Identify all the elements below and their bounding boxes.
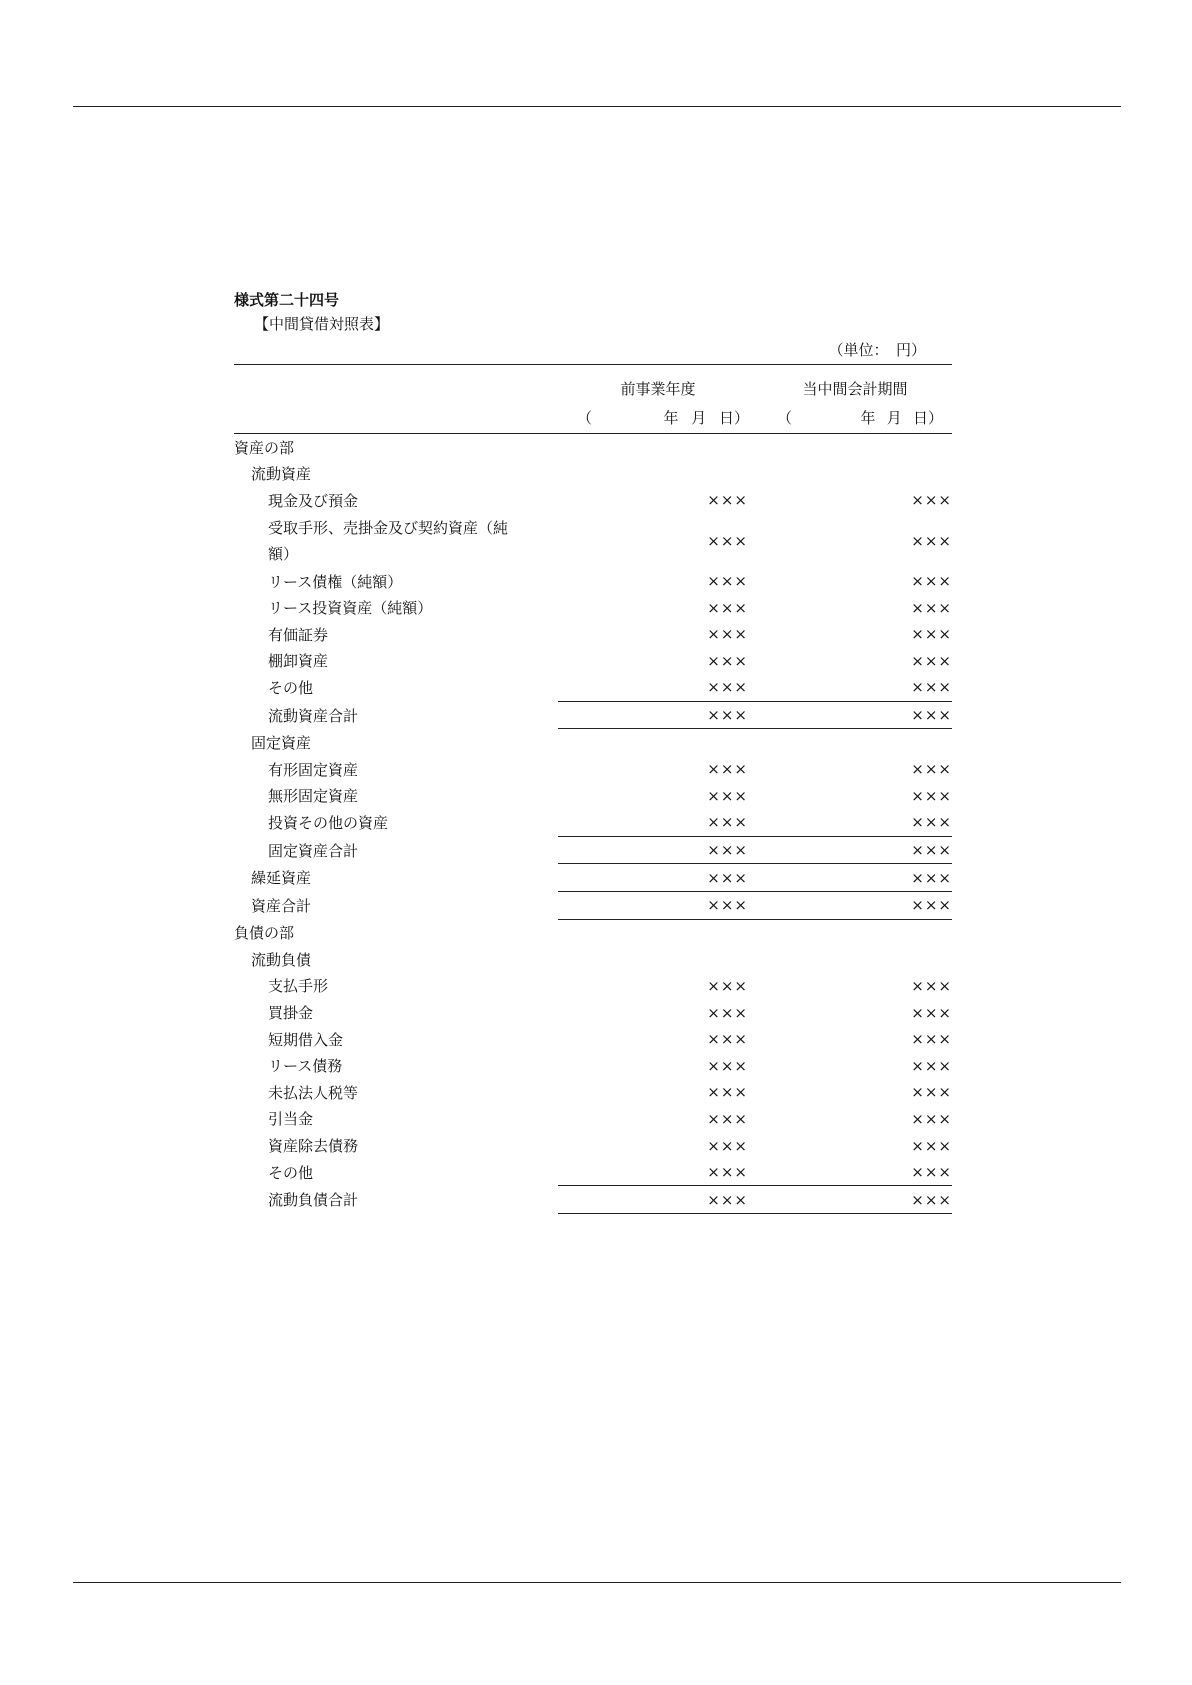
curr-period-value: ×××	[911, 1056, 952, 1075]
prev-date-year: 年	[663, 408, 679, 427]
header-blank-2	[234, 401, 558, 434]
curr-period-value: ×××	[758, 1186, 952, 1214]
table-row	[234, 568, 952, 595]
table-row	[234, 1132, 952, 1159]
curr-period-value: ×××	[758, 864, 952, 892]
table-row	[234, 864, 952, 892]
prev-period-value: ×××	[707, 786, 748, 805]
row-label: 現金及び預金	[268, 491, 359, 510]
prev-period-value: ×××	[707, 1003, 748, 1022]
table-row	[234, 809, 952, 836]
prev-period-value: ×××	[707, 1056, 748, 1075]
table-row	[234, 999, 952, 1026]
row-label: 固定資産	[251, 733, 312, 752]
table-row	[234, 648, 952, 675]
row-label: 固定資産合計	[268, 841, 359, 860]
prev-period-value: ×××	[558, 701, 758, 729]
row-label: 有形固定資産	[268, 760, 359, 779]
table-row	[234, 487, 952, 514]
prev-period-value: ×××	[558, 864, 758, 892]
curr-period-value: ×××	[911, 491, 952, 510]
row-label: 資産の部	[234, 438, 295, 457]
curr-period-value: ×××	[911, 976, 952, 995]
prev-period-value: ×××	[707, 1083, 748, 1102]
prev-period-header: 前事業年度	[558, 365, 758, 402]
curr-period-value: ×××	[911, 1030, 952, 1049]
curr-period-value: ×××	[911, 651, 952, 670]
curr-period-value	[758, 434, 952, 461]
table-row	[234, 1026, 952, 1053]
footer-rule	[73, 1582, 1121, 1583]
curr-period-value: ×××	[758, 701, 952, 729]
curr-period-value: ×××	[911, 1136, 952, 1155]
balance-sheet-body	[234, 434, 952, 1214]
prev-date-month: 月	[691, 408, 707, 427]
row-label: リース債権（純額）	[268, 572, 403, 591]
curr-period-value: ×××	[758, 836, 952, 864]
balance-sheet-table	[234, 364, 952, 1214]
row-label: その他	[268, 1163, 314, 1182]
curr-period-value: ×××	[911, 760, 952, 779]
row-label: リース債務	[268, 1057, 343, 1076]
curr-date-day: 日）	[912, 408, 943, 427]
curr-period-value: ×××	[911, 1163, 952, 1182]
prev-period-value: ×××	[707, 1163, 748, 1182]
curr-period-value: ×××	[911, 1003, 952, 1022]
row-label: 流動資産合計	[268, 706, 359, 725]
prev-period-value: ×××	[707, 1030, 748, 1049]
table-row	[234, 919, 952, 946]
form-title: 【中間貸借対照表】	[254, 315, 390, 333]
prev-period-value: ×××	[707, 531, 748, 550]
prev-period-value: ×××	[707, 976, 748, 995]
table-row	[234, 1186, 952, 1214]
prev-period-value: ×××	[707, 678, 748, 697]
table-row	[234, 729, 952, 756]
prev-period-value: ×××	[707, 625, 748, 644]
row-label: 流動負債	[251, 950, 312, 969]
unit-label: （単位： 円）	[828, 341, 926, 359]
curr-date-month: 月	[886, 408, 902, 427]
row-label: 買掛金	[268, 1004, 314, 1023]
row-label: 流動負債合計	[268, 1191, 359, 1210]
table-row	[234, 434, 952, 461]
table-row	[234, 1106, 952, 1133]
row-label: 無形固定資産	[268, 787, 359, 806]
prev-period-value	[558, 729, 758, 756]
balance-sheet-form	[234, 288, 952, 1214]
row-label: その他	[268, 679, 314, 698]
curr-period-header: 当中間会計期間	[758, 365, 952, 402]
curr-period-value: ×××	[911, 813, 952, 832]
row-label: 引当金	[268, 1110, 314, 1129]
curr-period-value	[758, 729, 952, 756]
table-row	[234, 674, 952, 701]
prev-period-value	[558, 919, 758, 946]
table-row	[234, 836, 952, 864]
curr-period-value: ×××	[911, 1083, 952, 1102]
header-blank	[234, 365, 558, 402]
table-row	[234, 461, 952, 488]
prev-period-value: ×××	[707, 1136, 748, 1155]
form-number: 様式第二十四号	[234, 291, 340, 309]
row-label	[234, 514, 558, 568]
prev-period-value	[558, 461, 758, 488]
prev-period-value: ×××	[707, 491, 748, 510]
row-label: 短期借入金	[268, 1030, 344, 1049]
row-label: 棚卸資産	[268, 652, 329, 671]
table-row	[234, 1159, 952, 1186]
table-row	[234, 1052, 952, 1079]
row-label-line1: 受取手形、売掛金及び契約資産（純	[268, 518, 509, 537]
prev-period-value	[558, 946, 758, 973]
curr-period-value	[758, 919, 952, 946]
row-label: 資産除去債務	[268, 1137, 359, 1156]
row-label: 流動資産	[251, 465, 312, 484]
table-row	[234, 514, 952, 568]
row-label: 資産合計	[251, 896, 312, 915]
prev-date-gap	[605, 407, 651, 428]
row-label: 支払手形	[268, 977, 329, 996]
row-label: リース投資資産（純額）	[268, 599, 433, 618]
prev-period-value: ×××	[558, 1186, 758, 1214]
row-label: 有価証券	[268, 625, 329, 644]
prev-period-date	[558, 401, 758, 434]
curr-period-value: ×××	[911, 786, 952, 805]
table-row	[234, 1079, 952, 1106]
table-row	[234, 701, 952, 729]
table-row	[234, 946, 952, 973]
prev-period-value: ×××	[558, 891, 758, 919]
row-label: 投資その他の資産	[268, 814, 389, 833]
curr-period-value	[758, 946, 952, 973]
curr-period-value: ×××	[911, 625, 952, 644]
prev-period-value: ×××	[707, 572, 748, 591]
prev-period-value: ×××	[707, 651, 748, 670]
table-row	[234, 783, 952, 810]
curr-period-value: ×××	[911, 531, 952, 550]
prev-period-value: ×××	[707, 1109, 748, 1128]
header-rule	[73, 106, 1121, 107]
row-label: 負債の部	[234, 924, 295, 943]
curr-period-date	[758, 401, 952, 434]
prev-period-value: ×××	[707, 598, 748, 617]
prev-date-open: （	[577, 408, 593, 427]
row-label: 未払法人税等	[268, 1083, 359, 1102]
curr-period-value	[758, 461, 952, 488]
curr-period-value: ×××	[911, 678, 952, 697]
prev-period-value	[558, 434, 758, 461]
row-label: 繰延資産	[251, 869, 312, 888]
curr-date-year: 年	[860, 408, 876, 427]
table-row	[234, 891, 952, 919]
curr-period-value: ×××	[911, 1109, 952, 1128]
table-row	[234, 973, 952, 1000]
curr-period-value: ×××	[911, 572, 952, 591]
curr-period-value: ×××	[758, 891, 952, 919]
prev-period-value: ×××	[707, 760, 748, 779]
prev-period-value: ×××	[707, 813, 748, 832]
curr-date-gap	[803, 407, 849, 428]
row-label-line2: 額）	[268, 544, 299, 563]
prev-date-day: 日）	[718, 408, 749, 427]
table-row	[234, 756, 952, 783]
table-row	[234, 594, 952, 621]
curr-date-open: （	[777, 408, 793, 427]
table-row	[234, 621, 952, 648]
curr-period-value: ×××	[911, 598, 952, 617]
prev-period-value: ×××	[558, 836, 758, 864]
